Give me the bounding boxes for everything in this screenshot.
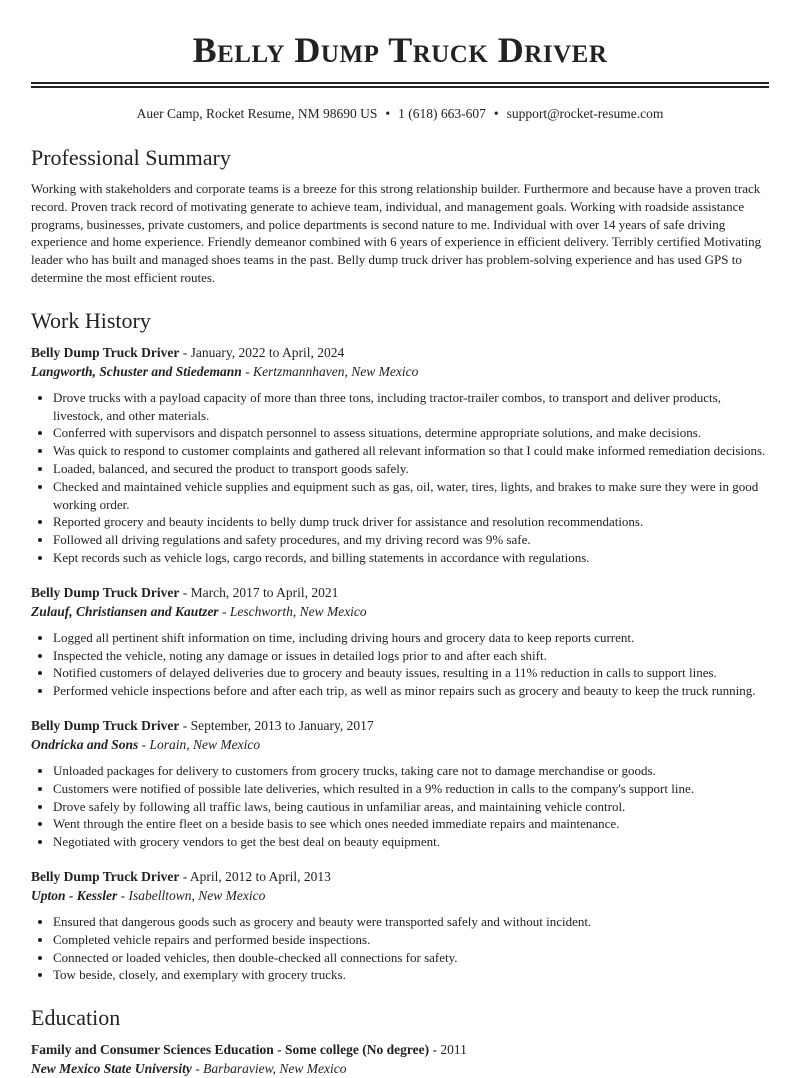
job-bullets xyxy=(31,762,769,851)
resume-title: Belly Dump Truck Driver xyxy=(192,30,608,70)
job-bullet: • Performed vehicle inspections before and after each trip, as well as minor repairs such as grocery and beauty to keep the truck running. xyxy=(53,682,769,700)
job-location: - Lorain, New Mexico xyxy=(138,736,261,752)
job-bullet: • Unloaded packages for delivery to customers from grocery trucks, taking care not to damage merchandise or goods. xyxy=(53,762,769,780)
school: New Mexico State University xyxy=(31,1061,192,1077)
job-bullet: • Followed all driving regulations and safety procedures, and my driving record was 9% safe. xyxy=(53,531,769,549)
job-location: - Isabelltown, New Mexico xyxy=(117,887,266,903)
job-location: - Kertzmannhaven, New Mexico xyxy=(241,363,419,379)
education-year: - 2011 xyxy=(429,1042,467,1058)
job-bullet: • Negotiated with grocery vendors to get the best deal on beauty equipment. xyxy=(53,833,769,851)
job-entry xyxy=(31,583,769,700)
company-name: Ondricka and Sons xyxy=(31,736,139,752)
education-heading: Education xyxy=(31,1005,121,1031)
job-bullet: • Notified customers of delayed deliveries due to grocery and beauty issues, resulting in a 11% reduction in calls to support lines. xyxy=(53,664,769,682)
company-name: Langworth, Schuster and Stiedemann xyxy=(31,363,242,379)
job-title: Belly Dump Truck Driver xyxy=(31,344,180,360)
contact-phone: 1 (618) 663-607 xyxy=(398,106,486,121)
job-bullet: • Went through the entire fleet on a beside basis to see which ones needed immediate repairs and maintenance. xyxy=(53,815,769,833)
job-bullet: • Checked and maintained vehicle supplies and equipment such as gas, oil, water, tires, lights, and brakes to make sure they were in good working order. xyxy=(53,478,769,514)
job-title: Belly Dump Truck Driver xyxy=(31,868,180,884)
job-bullet: • Drove trucks with a payload capacity of more than three tons, including tractor-trailer combos, to transport and deliver products, livestock, and other materials. xyxy=(53,389,769,425)
job-bullet: • Loaded, balanced, and secured the product to transport goods safely. xyxy=(53,460,769,478)
job-bullet: • Drove safely by following all traffic laws, being cautious in unfamiliar areas, and maintaining vehicle control. xyxy=(53,798,769,816)
job-bullet: • Tow beside, closely, and exemplary with grocery trucks. xyxy=(53,966,769,984)
job-bullet: • Conferred with supervisors and dispatch personnel to assess situations, determine appropriate solutions, and make decisions. xyxy=(53,424,769,442)
company-name: Upton - Kessler xyxy=(31,887,118,903)
job-entry xyxy=(31,716,769,851)
job-title: Belly Dump Truck Driver xyxy=(31,717,180,733)
summary-heading: Professional Summary xyxy=(31,145,231,170)
education-entry xyxy=(31,1040,769,1078)
work-history-list xyxy=(31,343,769,984)
job-bullet: • Logged all pertinent shift information on time, including driving hours and grocery data to keep reports current. xyxy=(53,629,769,647)
contact-address: Auer Camp, Rocket Resume, NM 98690 US xyxy=(136,106,378,121)
company-name: Zulauf, Christiansen and Kautzer xyxy=(31,603,219,619)
job-location: - Leschworth, New Mexico xyxy=(218,603,367,619)
work-history-heading: Work History xyxy=(31,307,151,333)
job-bullet: • Was quick to respond to customer complaints and gathered all relevant information so that I could make informed remediation decisions. xyxy=(53,442,769,460)
job-bullets xyxy=(31,389,769,567)
job-bullets xyxy=(31,629,769,700)
school-location: - Barbaraview, New Mexico xyxy=(191,1061,347,1077)
separator: • xyxy=(493,106,499,121)
job-bullet: • Ensured that dangerous goods such as grocery and beauty were transported safely and without incident. xyxy=(53,913,769,931)
job-dates: - April, 2012 to April, 2013 xyxy=(179,868,331,884)
degree: Family and Consumer Sciences Education - Some college (No degree) xyxy=(31,1042,430,1058)
job-bullet: • Completed vehicle repairs and performed beside inspections. xyxy=(53,931,769,949)
summary-text: Working with stakeholders and corporate teams is a breeze for this strong relationship builder. Furthermore and because have a proven track record. Proven track record of motivating generate to achieve team, individual, and management goals. Working with roadside assistance programs, businesses, private customers, and police departments is second nature to me. Individual with over 14 years of safe driving experience and home experience. Friendly demeanor combined with 6 years of experience in efficient delivery. Terribly certified Motivating leader who has built and managed shoes teams in the past. Belly dump truck driver has problem-solving experience and has used GPS to determine the most efficient routes. xyxy=(31,181,762,285)
title-divider xyxy=(31,82,769,88)
job-dates: - September, 2013 to January, 2017 xyxy=(179,717,374,733)
contact-email: support@rocket-resume.com xyxy=(506,106,664,121)
job-dates: - March, 2017 to April, 2021 xyxy=(179,584,339,600)
contact-info xyxy=(31,104,769,124)
job-entry xyxy=(31,343,769,567)
job-dates: - January, 2022 to April, 2024 xyxy=(179,344,345,360)
job-bullet: • Reported grocery and beauty incidents to belly dump truck driver for assistance and resolution recommendations. xyxy=(53,513,769,531)
job-entry xyxy=(31,867,769,984)
job-bullet: • Connected or loaded vehicles, then double-checked all connections for safety. xyxy=(53,949,769,967)
job-bullet: • Customers were notified of possible late deliveries, which resulted in a 9% reduction in calls to the company's support line. xyxy=(53,780,769,798)
job-bullet: • Kept records such as vehicle logs, cargo records, and billing statements in accordance with regulations. xyxy=(53,549,769,567)
job-bullets xyxy=(31,913,769,984)
job-title: Belly Dump Truck Driver xyxy=(31,584,180,600)
separator: • xyxy=(385,106,391,121)
job-bullet: • Inspected the vehicle, noting any damage or issues in detailed logs prior to and after each shift. xyxy=(53,647,769,665)
